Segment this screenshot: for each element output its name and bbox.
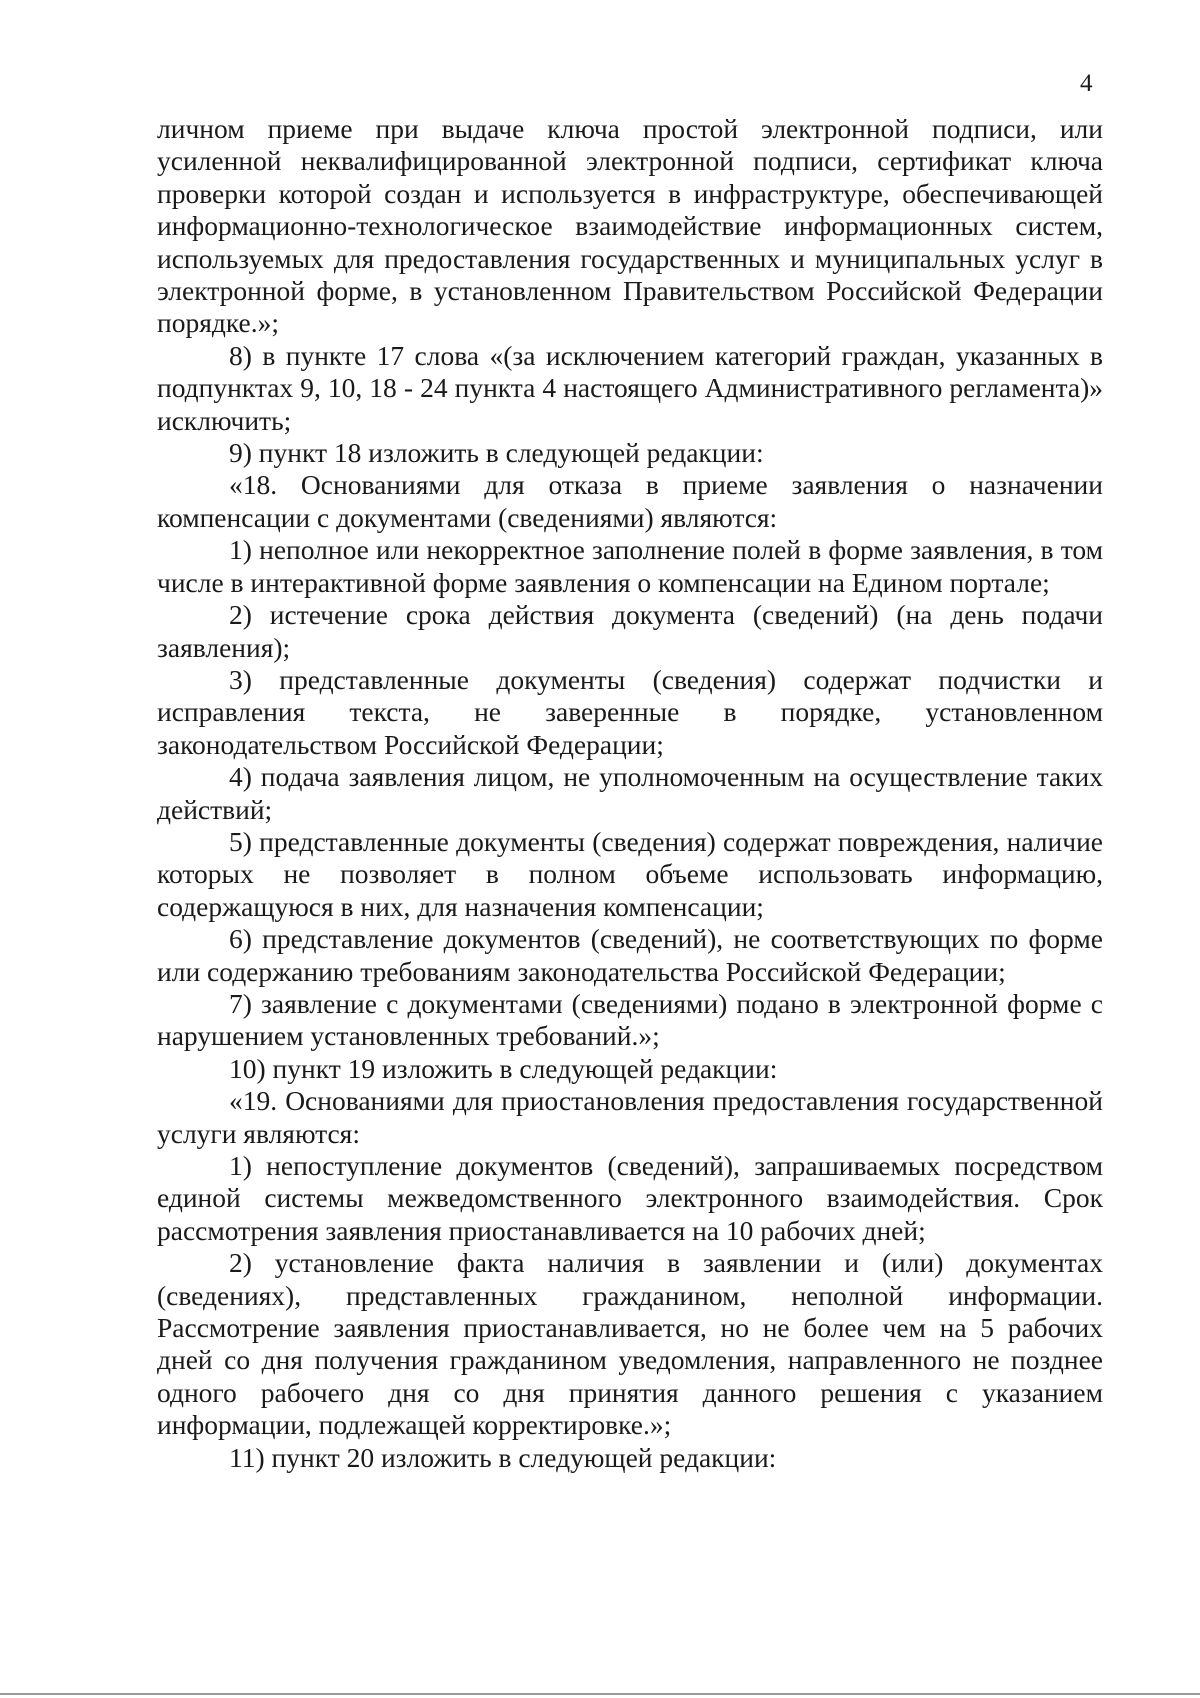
paragraph-clause-18-item-4: 4) подача заявления лицом, не уполномоченным на осуществление таких действий;: [157, 761, 1103, 825]
paragraph-item-9: 9) пункт 18 изложить в следующей редакции:: [229, 437, 764, 469]
paragraph-item-8: 8) в пункте 17 слова «(за исключением категорий граждан, указанных в подпунктах 9, 10, 18 - 24 пункта 4 настоящего Административного регламента)» исключить;: [157, 339, 1103, 436]
paragraph-clause-18-item-1: 1) неполное или некорректное заполнение полей в форме заявления, в том числе в интерактивной форме заявления о компенсации на Едином портале;: [157, 534, 1103, 598]
document-body: [157, 113, 1103, 1474]
paragraph-item-11: 11) пункт 20 изложить в следующей редакции:: [229, 1441, 777, 1473]
page-number: 4: [1080, 70, 1093, 97]
paragraph-clause-19-item-2: 2) установление факта наличия в заявлении и (или) документах (сведениях), представленных гражданином, неполной информации. Рассмотрение заявления приостанавливается, но не более чем на 5 рабочих дней со дня получения гражданином уведомления, направленного не позднее одного рабочего дня со дня принятия данного решения с указанием информации, подлежащей корректировке.»;: [157, 1247, 1103, 1441]
paragraph-clause-18-item-5: 5) представленные документы (сведения) содержат повреждения, наличие которых не позволяет в полном объеме использовать информацию, содержащуюся в них, для назначения компенсации;: [157, 825, 1103, 922]
bottom-edge-line: [0, 1693, 1200, 1695]
paragraph-continuation: личном приеме при выдаче ключа простой электронной подписи, или усиленной неквалифицированной электронной подписи, сертификат ключа проверки которой создан и используется в инфраструктуре, обеспечивающей информационно-технологическое взаимодействие информационных систем, используемых для предоставления государственных и муниципальных услуг в электронной форме, в установленном Правительством Российской Федерации порядке.»;: [157, 113, 1103, 339]
paragraph-clause-19-item-1: 1) непоступление документов (сведений), запрашиваемых посредством единой системы межведомственного электронного взаимодействия. Срок рассмотрения заявления приостанавливается на 10 рабочих дней;: [157, 1150, 1103, 1246]
paragraph-clause-18-item-3: 3) представленные документы (сведения) содержат подчистки и исправления текста, не заверенные в порядке, установленном законодательством Российской Федерации;: [157, 663, 1103, 760]
paragraph-clause-19: «19. Основаниями для приостановления предоставления государственной услуги являются:: [157, 1085, 1103, 1149]
paragraph-clause-18-item-7: 7) заявление с документами (сведениями) подано в электронной форме с нарушением установленных требований.»;: [157, 987, 1103, 1052]
paragraph-clause-18-item-6: 6) представление документов (сведений), не соответствующих по форме или содержанию требованиям законодательства Российской Федерации;: [157, 923, 1103, 987]
paragraph-clause-18: «18. Основаниями для отказа в приеме заявления о назначении компенсации с документами (сведениями) являются:: [157, 469, 1103, 533]
paragraph-clause-18-item-2: 2) истечение срока действия документа (сведений) (на день подачи заявления);: [157, 599, 1103, 663]
paragraph-item-10: 10) пункт 19 изложить в следующей редакции:: [229, 1052, 778, 1084]
